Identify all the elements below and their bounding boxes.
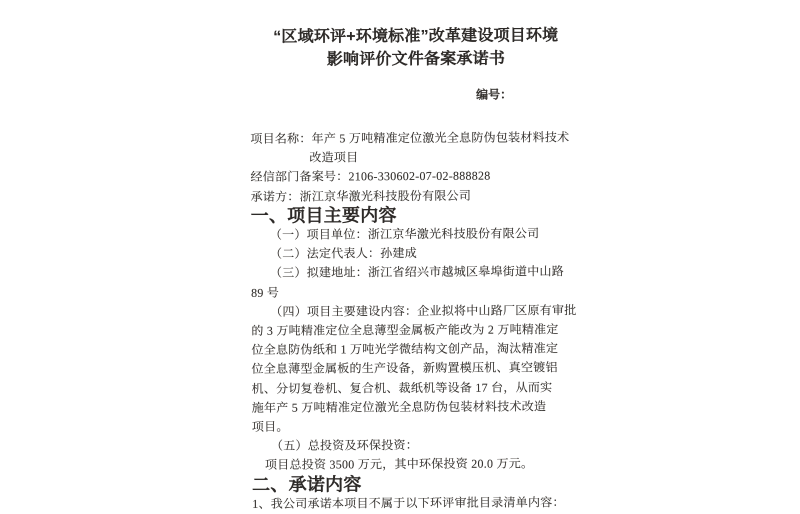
section-1-item-investment-heading: （五）总投资及环保投资： <box>270 438 418 454</box>
document-body <box>250 128 584 514</box>
section-1-heading: 一、项目主要内容 <box>250 204 397 226</box>
section-1-item-legal-representative: （二）法定代表人：孙建成 <box>269 246 417 261</box>
serial-number-label: 编号： <box>476 87 513 102</box>
document-page <box>250 24 585 514</box>
serial-number-line <box>250 73 582 117</box>
field-project-name: 项目名称：年产 5 万吨精准定位激光全息防伪包装材料技术 改造项目 <box>250 130 570 165</box>
field-promisor: 承诺方：浙江京华激光科技股份有限公司 <box>250 188 472 204</box>
section-2-heading: 二、承诺内容 <box>252 473 362 495</box>
section-2-item-commitment-1: 1、我公司承诺本项目不属于以下环评审批目录清单内容： <box>252 495 565 511</box>
document-title: “区域环评+环境标准”改革建设项目环境 影响评价文件备案承诺书 <box>273 27 559 69</box>
section-1-item-construction-content: （四）项目主要建设内容：企业拟将中山路厂区原有审批 的 3 万吨精准定位全息薄型金属板产能改为 2 万吨精准定 位全息防伪纸和 1 万吨光学微结构文创产品，淘汰精准定 位全息薄型金属板的生产设备，新购置模压机、真空镀铝 机、分切复卷机、复合机、裁纸机等设备 17 台，从而实 施年产 5 万吨精准定位激光全息防伪包装材料技术改造 项目。 <box>251 302 577 434</box>
section-1-item-investment-amount: 项目总投资 3500 万元，其中环保投资 20.0 万元。 <box>264 456 534 473</box>
section-1-item-proposed-address: （三）拟建地址：浙江省绍兴市越城区皋埠街道中山路 89 号 <box>251 264 565 300</box>
section-1-item-project-unit: （一）项目单位：浙江京华激光科技股份有限公司 <box>269 226 540 242</box>
field-record-number: 经信部门备案号：2106-330602-07-02-888828 <box>250 169 491 185</box>
